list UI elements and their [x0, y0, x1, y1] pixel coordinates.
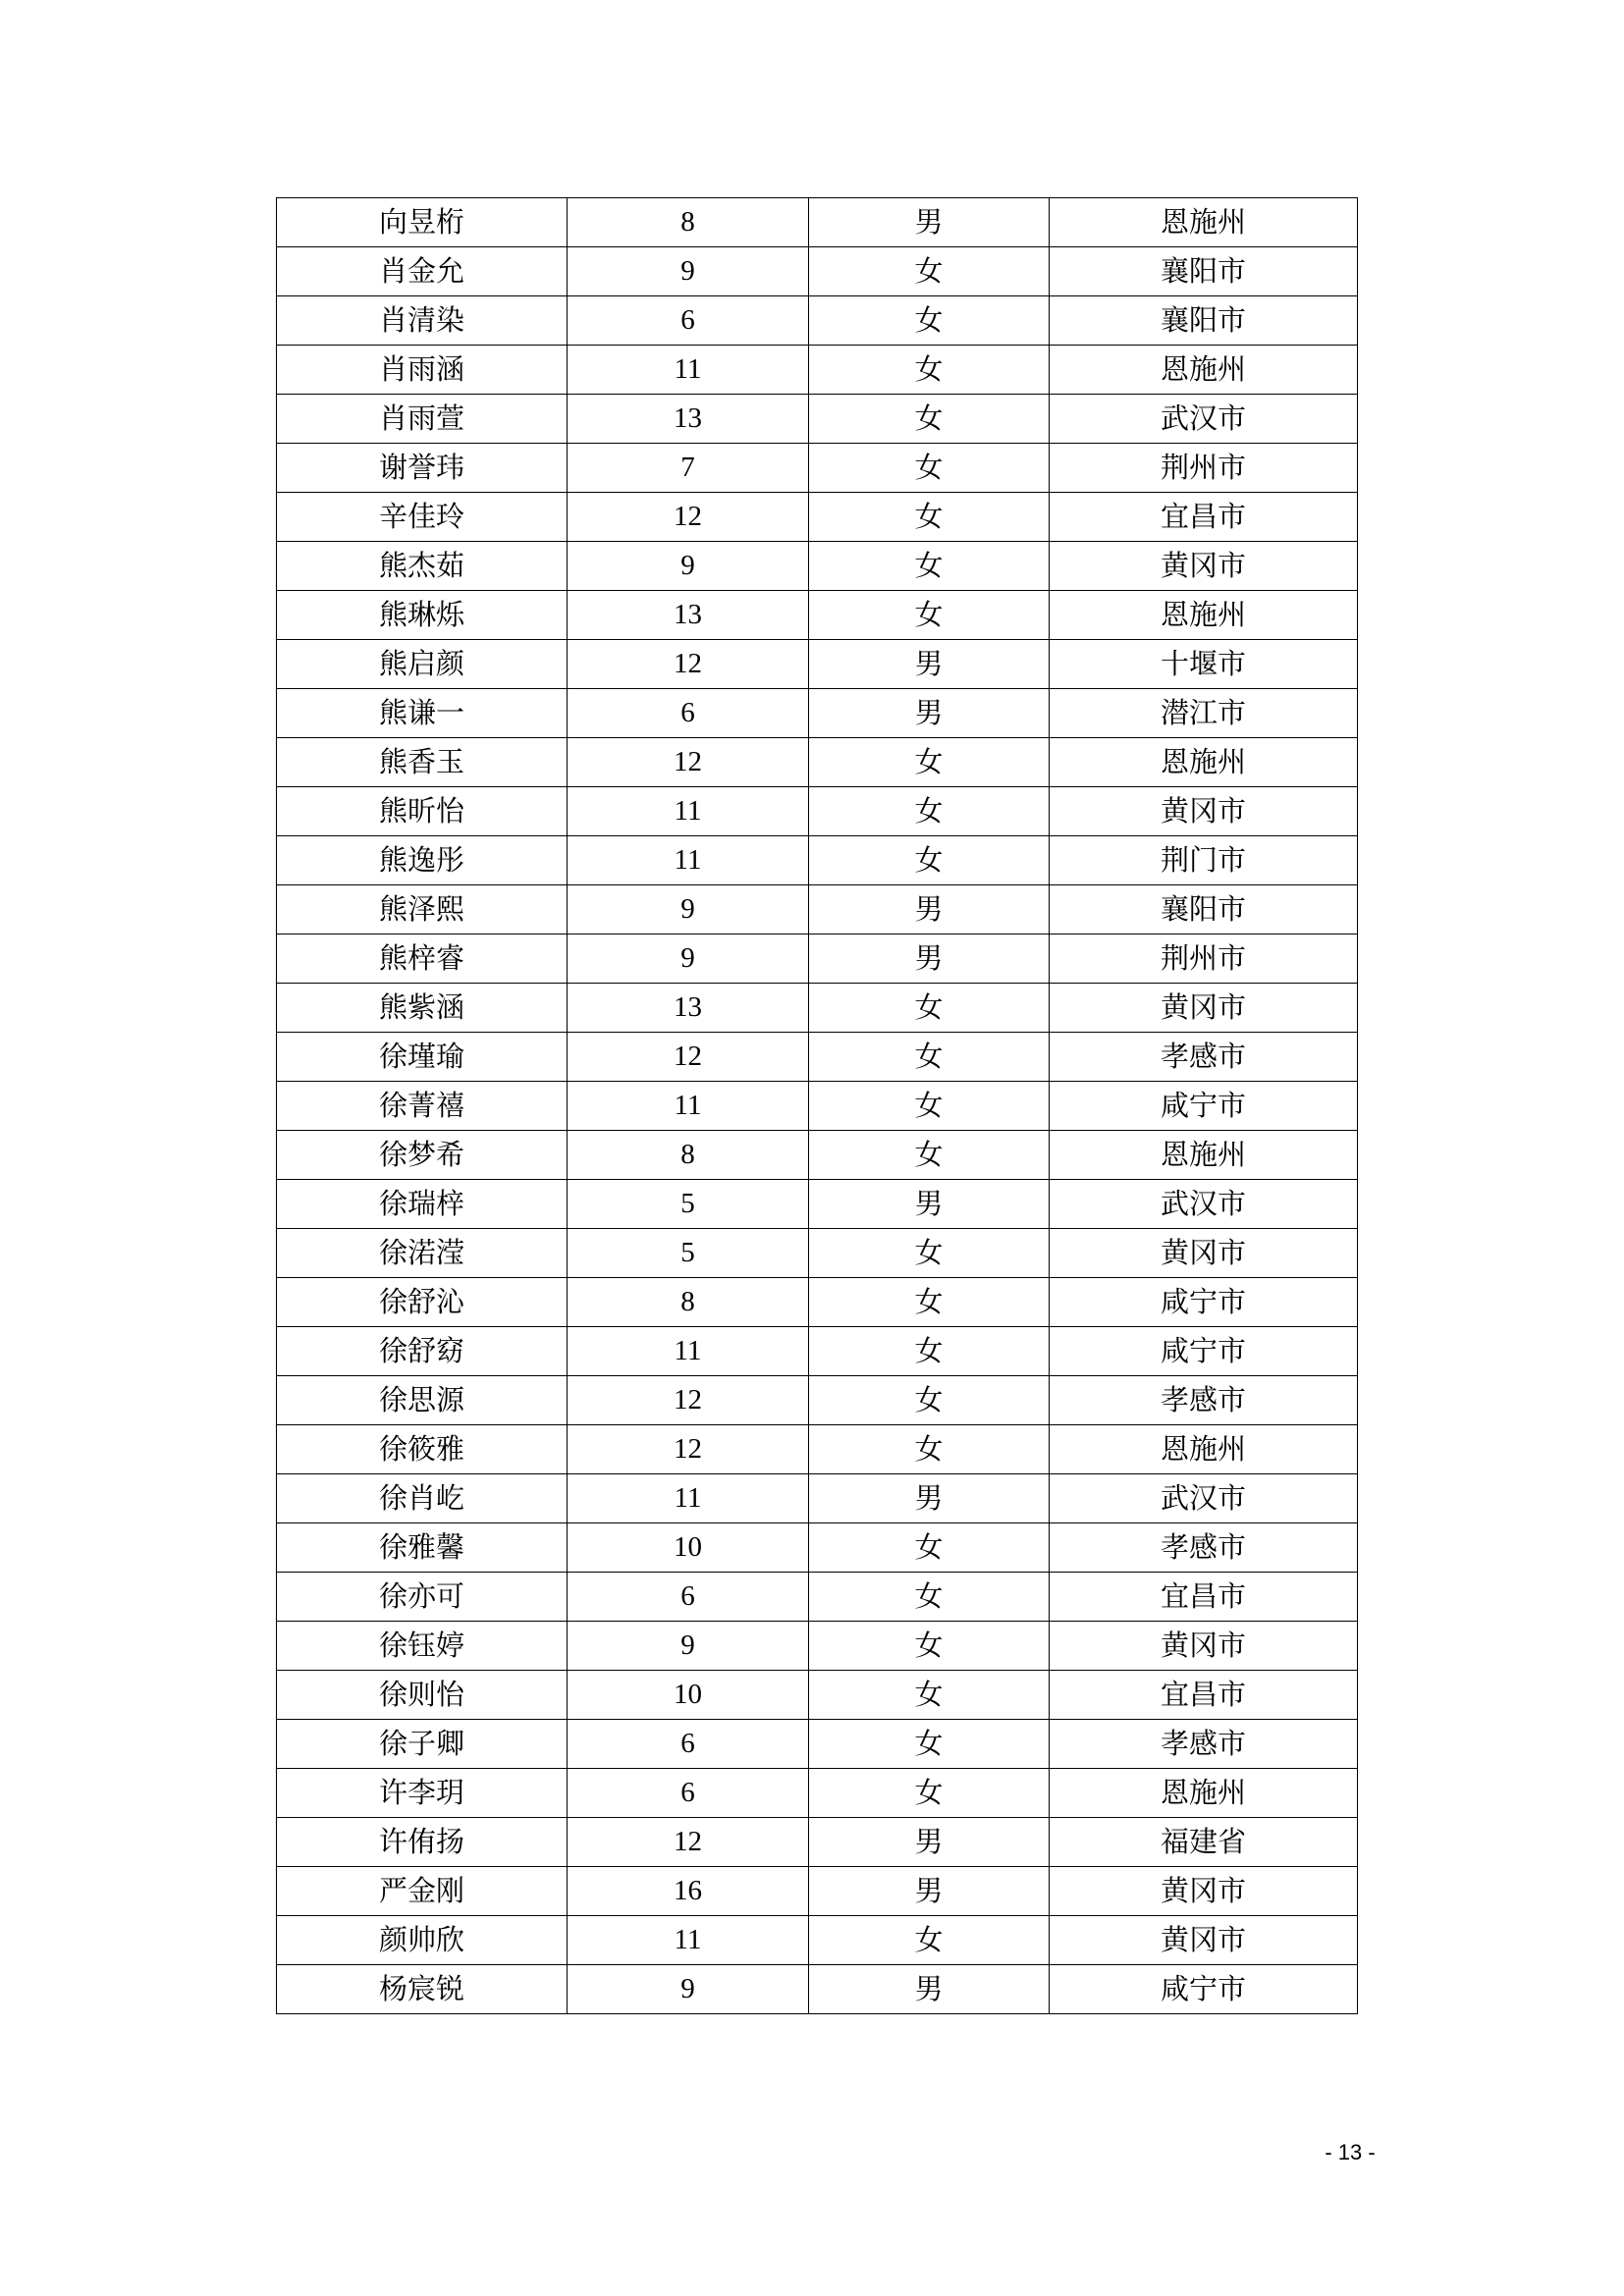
region-cell: 襄阳市 [1050, 885, 1358, 934]
gender-cell: 女 [809, 346, 1050, 395]
region-cell: 福建省 [1050, 1818, 1358, 1867]
table-row [277, 1278, 1358, 1327]
gender-cell: 女 [809, 1916, 1050, 1965]
age-cell: 12 [568, 1425, 809, 1474]
table-row [277, 1180, 1358, 1229]
region-cell: 潜江市 [1050, 689, 1358, 738]
age-cell: 9 [568, 1965, 809, 2014]
age-cell: 7 [568, 444, 809, 493]
name-cell: 熊琳烁 [277, 591, 568, 640]
name-cell: 徐舒窈 [277, 1327, 568, 1376]
table-row [277, 1867, 1358, 1916]
table-row [277, 1474, 1358, 1523]
age-cell: 5 [568, 1229, 809, 1278]
name-cell: 徐瑾瑜 [277, 1033, 568, 1082]
gender-cell: 女 [809, 836, 1050, 885]
name-cell: 熊泽熙 [277, 885, 568, 934]
name-cell: 谢誉玮 [277, 444, 568, 493]
gender-cell: 男 [809, 689, 1050, 738]
table-row [277, 1818, 1358, 1867]
name-cell: 肖雨萱 [277, 395, 568, 444]
gender-cell: 男 [809, 1474, 1050, 1523]
gender-cell: 女 [809, 1229, 1050, 1278]
age-cell: 8 [568, 198, 809, 247]
table-row [277, 689, 1358, 738]
region-cell: 荆州市 [1050, 444, 1358, 493]
age-cell: 6 [568, 1573, 809, 1622]
region-cell: 荆门市 [1050, 836, 1358, 885]
region-cell: 恩施州 [1050, 1131, 1358, 1180]
name-cell: 徐肖屹 [277, 1474, 568, 1523]
region-cell: 黄冈市 [1050, 542, 1358, 591]
region-cell: 孝感市 [1050, 1033, 1358, 1082]
table-row [277, 247, 1358, 296]
name-cell: 许侑扬 [277, 1818, 568, 1867]
region-cell: 黄冈市 [1050, 1916, 1358, 1965]
region-cell: 恩施州 [1050, 1425, 1358, 1474]
gender-cell: 女 [809, 1523, 1050, 1573]
gender-cell: 女 [809, 1278, 1050, 1327]
age-cell: 6 [568, 1720, 809, 1769]
table-row [277, 836, 1358, 885]
gender-cell: 女 [809, 296, 1050, 346]
table-row [277, 1082, 1358, 1131]
age-cell: 9 [568, 934, 809, 984]
region-cell: 黄冈市 [1050, 1229, 1358, 1278]
age-cell: 11 [568, 787, 809, 836]
gender-cell: 女 [809, 984, 1050, 1033]
gender-cell: 女 [809, 738, 1050, 787]
gender-cell: 男 [809, 934, 1050, 984]
table-row [277, 1229, 1358, 1278]
region-cell: 武汉市 [1050, 1474, 1358, 1523]
table-row [277, 198, 1358, 247]
gender-cell: 女 [809, 493, 1050, 542]
name-cell: 熊逸彤 [277, 836, 568, 885]
gender-cell: 女 [809, 1082, 1050, 1131]
table-row [277, 640, 1358, 689]
gender-cell: 女 [809, 1327, 1050, 1376]
gender-cell: 男 [809, 1180, 1050, 1229]
gender-cell: 女 [809, 1573, 1050, 1622]
table-row [277, 1523, 1358, 1573]
gender-cell: 女 [809, 787, 1050, 836]
age-cell: 5 [568, 1180, 809, 1229]
gender-cell: 女 [809, 395, 1050, 444]
age-cell: 12 [568, 1376, 809, 1425]
name-cell: 肖清染 [277, 296, 568, 346]
gender-cell: 男 [809, 1867, 1050, 1916]
age-cell: 12 [568, 1818, 809, 1867]
age-cell: 9 [568, 542, 809, 591]
age-cell: 13 [568, 984, 809, 1033]
region-cell: 宜昌市 [1050, 1573, 1358, 1622]
gender-cell: 男 [809, 1965, 1050, 2014]
region-cell: 恩施州 [1050, 591, 1358, 640]
name-cell: 熊杰茹 [277, 542, 568, 591]
region-cell: 黄冈市 [1050, 1622, 1358, 1671]
region-cell: 宜昌市 [1050, 493, 1358, 542]
age-cell: 12 [568, 1033, 809, 1082]
table-row [277, 1573, 1358, 1622]
age-cell: 6 [568, 689, 809, 738]
name-cell: 许李玥 [277, 1769, 568, 1818]
age-cell: 11 [568, 1916, 809, 1965]
gender-cell: 女 [809, 1671, 1050, 1720]
gender-cell: 女 [809, 1769, 1050, 1818]
age-cell: 8 [568, 1131, 809, 1180]
age-cell: 13 [568, 395, 809, 444]
gender-cell: 女 [809, 1622, 1050, 1671]
page-number: - 13 - [1325, 2140, 1376, 2164]
age-cell: 9 [568, 1622, 809, 1671]
table-row [277, 542, 1358, 591]
gender-cell: 女 [809, 444, 1050, 493]
table-row [277, 296, 1358, 346]
region-cell: 恩施州 [1050, 1769, 1358, 1818]
age-cell: 11 [568, 346, 809, 395]
table-row [277, 1720, 1358, 1769]
name-cell: 徐瑞梓 [277, 1180, 568, 1229]
table-row [277, 1425, 1358, 1474]
name-cell: 熊香玉 [277, 738, 568, 787]
age-cell: 13 [568, 591, 809, 640]
name-cell: 严金刚 [277, 1867, 568, 1916]
gender-cell: 女 [809, 1720, 1050, 1769]
region-cell: 孝感市 [1050, 1720, 1358, 1769]
region-cell: 武汉市 [1050, 1180, 1358, 1229]
table-row [277, 1622, 1358, 1671]
region-cell: 咸宁市 [1050, 1278, 1358, 1327]
region-cell: 襄阳市 [1050, 247, 1358, 296]
table-row [277, 1769, 1358, 1818]
name-cell: 熊谦一 [277, 689, 568, 738]
name-cell: 向昱桁 [277, 198, 568, 247]
age-cell: 11 [568, 1082, 809, 1131]
region-cell: 咸宁市 [1050, 1327, 1358, 1376]
table-row [277, 591, 1358, 640]
region-cell: 孝感市 [1050, 1376, 1358, 1425]
gender-cell: 男 [809, 1818, 1050, 1867]
name-cell: 徐则怡 [277, 1671, 568, 1720]
name-cell: 肖雨涵 [277, 346, 568, 395]
region-cell: 黄冈市 [1050, 787, 1358, 836]
name-cell: 徐菁禧 [277, 1082, 568, 1131]
roster-table-body [277, 198, 1358, 2014]
age-cell: 6 [568, 1769, 809, 1818]
name-cell: 徐渃滢 [277, 1229, 568, 1278]
gender-cell: 男 [809, 885, 1050, 934]
gender-cell: 女 [809, 1425, 1050, 1474]
table-row [277, 346, 1358, 395]
name-cell: 徐思源 [277, 1376, 568, 1425]
name-cell: 熊启颜 [277, 640, 568, 689]
region-cell: 咸宁市 [1050, 1082, 1358, 1131]
age-cell: 12 [568, 640, 809, 689]
name-cell: 熊昕怡 [277, 787, 568, 836]
age-cell: 9 [568, 247, 809, 296]
table-row [277, 1671, 1358, 1720]
region-cell: 十堰市 [1050, 640, 1358, 689]
table-row [277, 493, 1358, 542]
table-row [277, 984, 1358, 1033]
region-cell: 荆州市 [1050, 934, 1358, 984]
gender-cell: 女 [809, 1033, 1050, 1082]
region-cell: 恩施州 [1050, 738, 1358, 787]
age-cell: 10 [568, 1671, 809, 1720]
table-row [277, 1916, 1358, 1965]
table-row [277, 934, 1358, 984]
gender-cell: 女 [809, 1376, 1050, 1425]
table-row [277, 444, 1358, 493]
table-row [277, 1131, 1358, 1180]
region-cell: 孝感市 [1050, 1523, 1358, 1573]
region-cell: 黄冈市 [1050, 1867, 1358, 1916]
gender-cell: 女 [809, 1131, 1050, 1180]
name-cell: 肖金允 [277, 247, 568, 296]
table-row [277, 1327, 1358, 1376]
name-cell: 徐钰婷 [277, 1622, 568, 1671]
region-cell: 恩施州 [1050, 198, 1358, 247]
region-cell: 恩施州 [1050, 346, 1358, 395]
name-cell: 徐梦希 [277, 1131, 568, 1180]
region-cell: 宜昌市 [1050, 1671, 1358, 1720]
name-cell: 徐子卿 [277, 1720, 568, 1769]
table-row [277, 1033, 1358, 1082]
table-row [277, 395, 1358, 444]
name-cell: 徐雅馨 [277, 1523, 568, 1573]
gender-cell: 男 [809, 640, 1050, 689]
age-cell: 16 [568, 1867, 809, 1916]
age-cell: 12 [568, 493, 809, 542]
gender-cell: 女 [809, 542, 1050, 591]
age-cell: 12 [568, 738, 809, 787]
name-cell: 颜帅欣 [277, 1916, 568, 1965]
gender-cell: 女 [809, 247, 1050, 296]
name-cell: 杨宸锐 [277, 1965, 568, 2014]
table-row [277, 1965, 1358, 2014]
name-cell: 徐筱雅 [277, 1425, 568, 1474]
gender-cell: 男 [809, 198, 1050, 247]
age-cell: 11 [568, 1327, 809, 1376]
age-cell: 10 [568, 1523, 809, 1573]
name-cell: 辛佳玲 [277, 493, 568, 542]
age-cell: 8 [568, 1278, 809, 1327]
region-cell: 武汉市 [1050, 395, 1358, 444]
region-cell: 襄阳市 [1050, 296, 1358, 346]
age-cell: 6 [568, 296, 809, 346]
region-cell: 咸宁市 [1050, 1965, 1358, 2014]
name-cell: 熊紫涵 [277, 984, 568, 1033]
age-cell: 9 [568, 885, 809, 934]
name-cell: 徐亦可 [277, 1573, 568, 1622]
table-row [277, 885, 1358, 934]
roster-table [276, 197, 1358, 2014]
table-row [277, 738, 1358, 787]
table-row [277, 1376, 1358, 1425]
region-cell: 黄冈市 [1050, 984, 1358, 1033]
table-row [277, 787, 1358, 836]
gender-cell: 女 [809, 591, 1050, 640]
age-cell: 11 [568, 1474, 809, 1523]
name-cell: 徐舒沁 [277, 1278, 568, 1327]
name-cell: 熊梓睿 [277, 934, 568, 984]
age-cell: 11 [568, 836, 809, 885]
